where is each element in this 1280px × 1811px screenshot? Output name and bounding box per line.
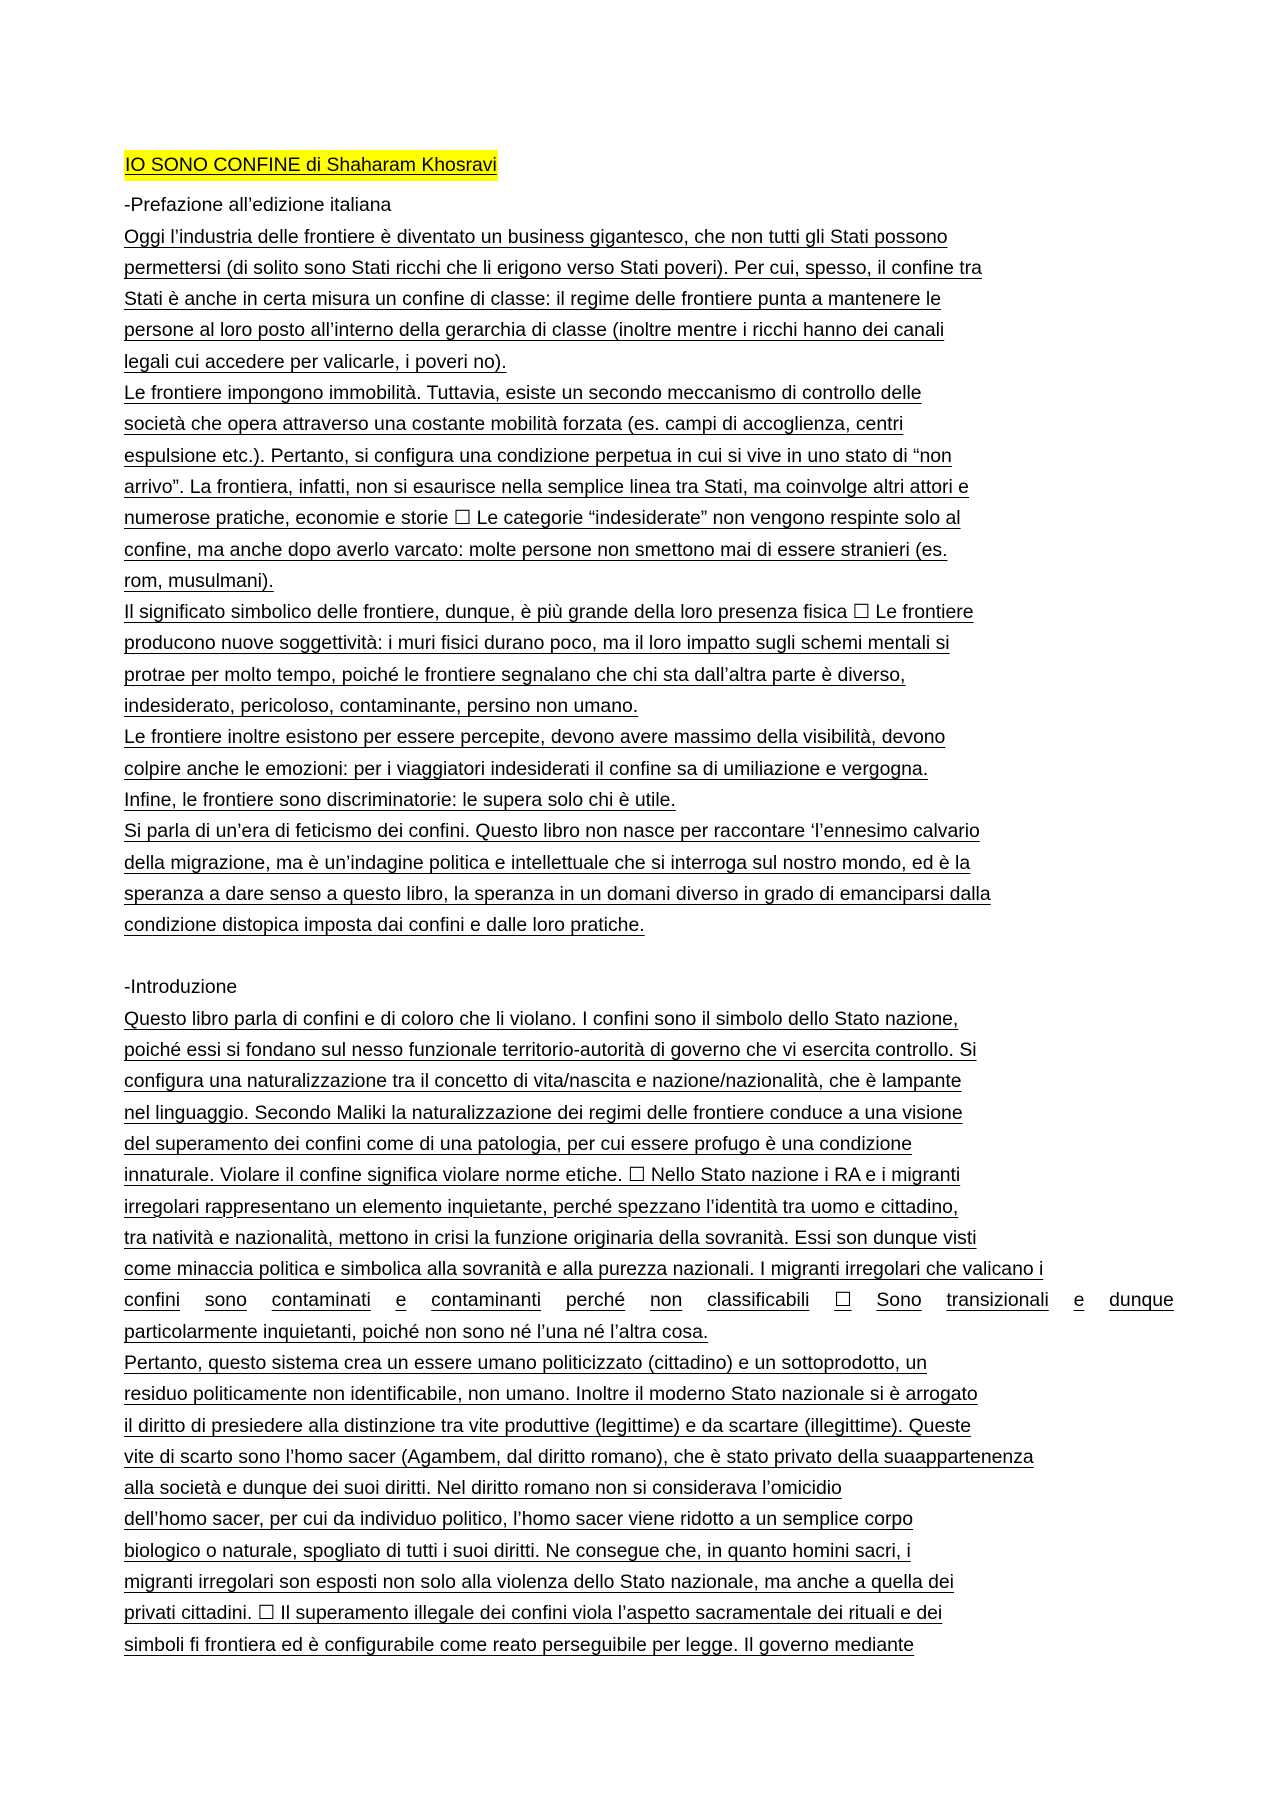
spacer xyxy=(124,181,1174,190)
section-heading-introduzione: -Introduzione xyxy=(124,976,238,999)
word: sono xyxy=(204,1289,247,1312)
text-line: della migrazione, ma è un’indagine politica e intellettuale che si interroga sul nostro mondo, ed è la xyxy=(124,851,971,874)
text-line: tra natività e nazionalità, mettono in crisi la funzione originaria della sovranità. Essi son dunque visti xyxy=(124,1226,977,1249)
text-line: rom, musulmani). xyxy=(124,569,274,592)
text-line: irregolari rappresentano un elemento inquietante, perché spezzano l’identità tra uomo e cittadino, xyxy=(124,1195,959,1218)
word: contaminanti xyxy=(431,1289,542,1312)
word: e xyxy=(395,1289,407,1312)
word: Sono xyxy=(876,1289,922,1312)
justified-line xyxy=(124,1285,1174,1316)
text-line: Le frontiere inoltre esistono per essere percepite, devono avere massimo della visibilità, devono xyxy=(124,726,946,749)
text-line: biologico o naturale, spogliato di tutti i suoi diritti. Ne consegue che, in quanto homini sacri, i xyxy=(124,1539,911,1562)
text-line: simboli fi frontiera ed è configurabile come reato perseguibile per legge. Il governo mediante xyxy=(124,1633,915,1656)
document-title: IO SONO CONFINE di Shaharam Khosravi xyxy=(124,150,498,181)
text-line: alla società e dunque dei suoi diritti. Nel diritto romano non si considerava l’omicidio xyxy=(124,1477,842,1500)
text-line: persone al loro posto all’interno della gerarchia di classe (inoltre mentre i ricchi hanno dei canali xyxy=(124,319,945,342)
text-line: Si parla di un’era di feticismo dei confini. Questo libro non nasce per raccontare ‘l’ennesimo calvario xyxy=(124,820,980,843)
text-line: particolarmente inquietanti, poiché non sono né l’una né l’altra cosa. xyxy=(124,1320,709,1343)
document-body xyxy=(124,150,1174,1661)
text-line: permettersi (di solito sono Stati ricchi che li erigono verso Stati poveri). Per cui, spesso, il confine tra xyxy=(124,256,982,279)
text-line: poiché essi si fondano sul nesso funzionale territorio-autorità di governo che vi esercita controllo. Si xyxy=(124,1039,977,1062)
text-line: Oggi l’industria delle frontiere è diventato un business gigantesco, che non tutti gli Stati possono xyxy=(124,225,948,248)
text-line: il diritto di presiedere alla distinzione tra vite produttive (legittime) e da scartare (illegittime). Queste xyxy=(124,1414,972,1437)
text-line: Infine, le frontiere sono discriminatorie: le supera solo chi è utile. xyxy=(124,788,676,811)
word: non xyxy=(649,1289,683,1312)
text-line: nel linguaggio. Secondo Maliki la naturalizzazione dei regimi delle frontiere conduce a una visione xyxy=(124,1101,963,1124)
text-line: innaturale. Violare il confine significa violare norme etiche. ☐ Nello Stato nazione i RA e i migranti xyxy=(124,1164,961,1187)
section-introduzione-body-b xyxy=(124,1317,1174,1661)
text-line: espulsione etc.). Pertanto, si configura una condizione perpetua in cui si vive in uno stato di “non xyxy=(124,444,952,467)
text-line: producono nuove soggettività: i muri fisici durano poco, ma il loro impatto sugli schemi mentali si xyxy=(124,632,950,655)
text-line: come minaccia politica e simbolica alla sovranità e alla purezza nazionali. I migranti irregolari che valicano i xyxy=(124,1258,1044,1281)
text-line: arrivo”. La frontiera, infatti, non si esaurisce nella semplice linea tra Stati, ma coinvolge altri attori e xyxy=(124,475,969,498)
word: transizionali xyxy=(946,1289,1049,1312)
text-line: numerose pratiche, economie e storie ☐ Le categorie “indesiderate” non vengono respinte solo al xyxy=(124,507,961,530)
text-line: protrae per molto tempo, poiché le frontiere segnalano che chi sta dall’altra parte è diverso, xyxy=(124,663,906,686)
text-line: condizione distopica imposta dai confini e dalle loro pratiche. xyxy=(124,914,645,937)
section-heading-prefazione: -Prefazione all’edizione italiana xyxy=(124,194,392,217)
text-line: Le frontiere impongono immobilità. Tuttavia, esiste un secondo meccanismo di controllo delle xyxy=(124,382,922,405)
text-line: configura una naturalizzazione tra il concetto di vita/nascita e nazione/nazionalità, che è lampante xyxy=(124,1070,962,1093)
word: ☐ xyxy=(834,1289,852,1312)
text-line: migranti irregolari son esposti non solo alla violenza dello Stato nazionale, ma anche a quella dei xyxy=(124,1571,954,1594)
text-line: vite di scarto sono l’homo sacer (Agambem, dal diritto romano), che è stato privato della suaappartenenza xyxy=(124,1445,1034,1468)
text-line: confine, ma anche dopo averlo varcato: molte persone non smettono mai di essere stranieri (es. xyxy=(124,538,948,561)
text-line: Il significato simbolico delle frontiere, dunque, è più grande della loro presenza fisica ☐ Le frontiere xyxy=(124,601,974,624)
word: contaminati xyxy=(271,1289,371,1312)
section-prefazione-body xyxy=(124,222,1174,942)
text-line: Questo libro parla di confini e di coloro che li violano. I confini sono il simbolo dello Stato nazione, xyxy=(124,1007,959,1030)
word: perché xyxy=(565,1289,626,1312)
text-line: colpire anche le emozioni: per i viaggiatori indesiderati il confine sa di umiliazione e vergogna. xyxy=(124,757,929,780)
text-line: privati cittadini. ☐ Il superamento illegale dei confini viola l’aspetto sacramentale dei rituali e dei xyxy=(124,1602,943,1625)
word: e xyxy=(1073,1289,1085,1312)
text-line: residuo politicamente non identificabile, non umano. Inoltre il moderno Stato nazionale si è arrogato xyxy=(124,1383,978,1406)
text-line: del superamento dei confini come di una patologia, per cui essere profugo è una condizione xyxy=(124,1132,912,1155)
text-line: dell’homo sacer, per cui da individuo politico, l’homo sacer viene ridotto a un semplice corpo xyxy=(124,1508,913,1531)
text-line: Pertanto, questo sistema crea un essere umano politicizzato (cittadino) e un sottoprodotto, un xyxy=(124,1351,928,1374)
text-line: Stati è anche in certa misura un confine di classe: il regime delle frontiere punta a mantenere le xyxy=(124,288,942,311)
text-line: speranza a dare senso a questo libro, la speranza in un domani diverso in grado di emanciparsi dalla xyxy=(124,882,991,905)
text-line: indesiderato, pericoloso, contaminante, persino non umano. xyxy=(124,695,639,718)
word: classificabili xyxy=(707,1289,810,1312)
text-line: società che opera attraverso una costante mobilità forzata (es. campi di accoglienza, centri xyxy=(124,413,904,436)
word: confini xyxy=(124,1289,181,1312)
text-line: legali cui accedere per valicarle, i poveri no). xyxy=(124,350,507,373)
spacer xyxy=(124,941,1174,972)
section-introduzione-body-a xyxy=(124,1004,1174,1286)
word: dunque xyxy=(1109,1289,1174,1312)
